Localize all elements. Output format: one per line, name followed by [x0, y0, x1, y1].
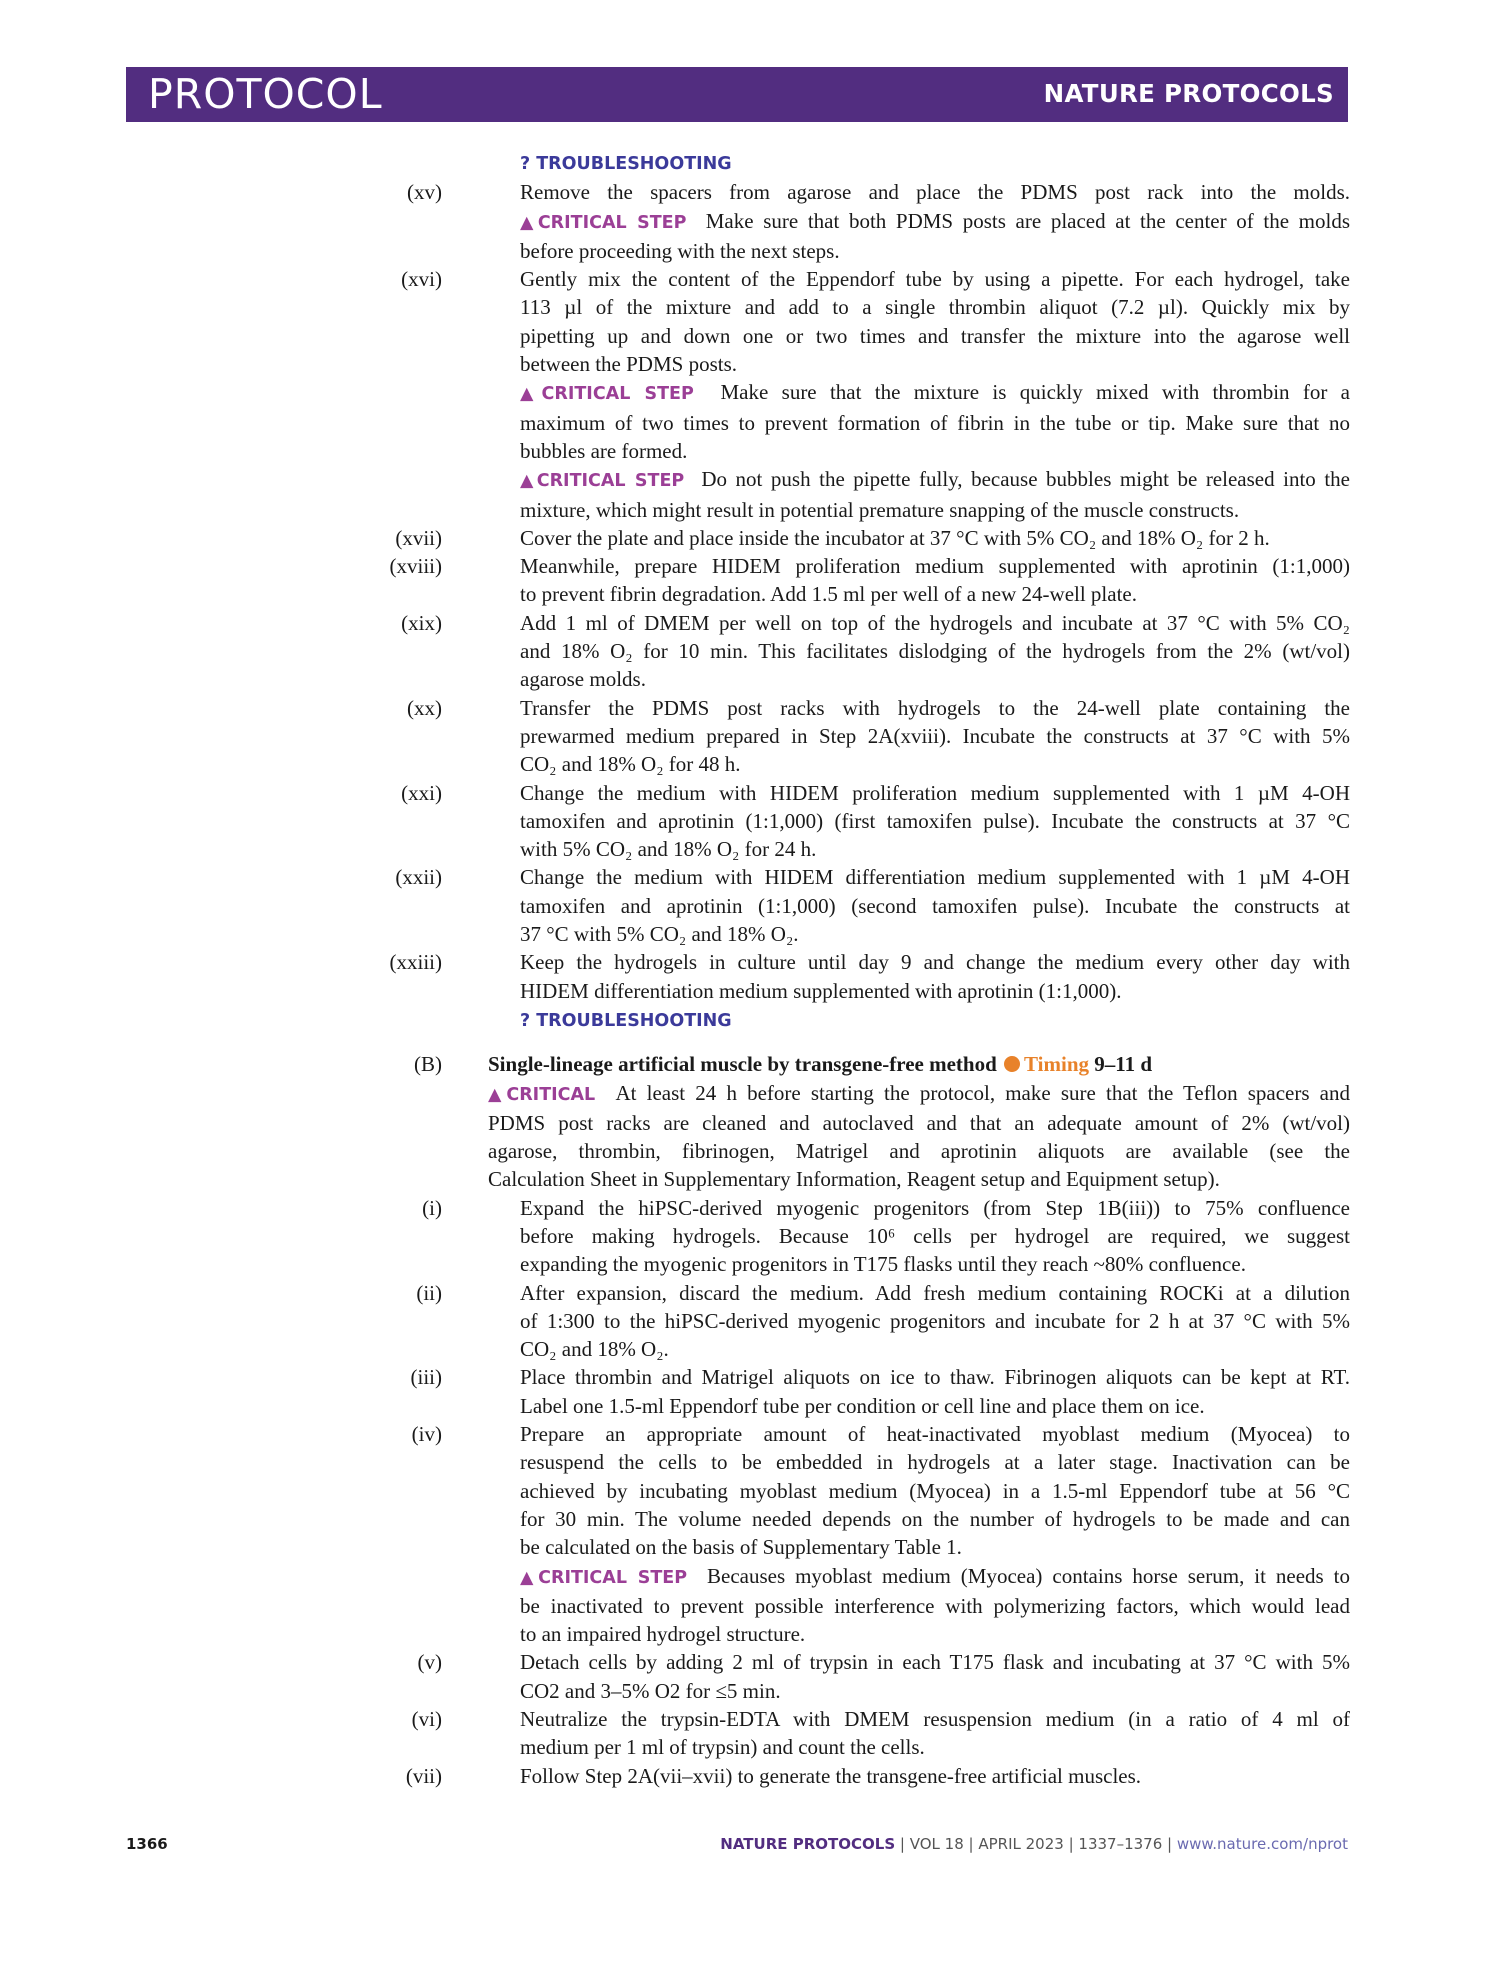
step-text: expanding the myogenic progenitors in T175 flasks until they reach ~80% confluence. — [520, 1252, 1246, 1277]
page-number: 1366 — [126, 1835, 168, 1853]
step-text: agarose molds. — [520, 667, 646, 692]
step-text: HIDEM differentiation medium supplemented with aprotinin (1:1,000). — [520, 978, 1122, 1003]
step-text: tamoxifen and aprotinin (1:1,000) (second tamoxifen pulse). Incubate the constructs at — [520, 893, 1350, 918]
step-text: to prevent fibrin degradation. Add 1.5 ml per well of a new 24-well plate. — [520, 582, 1137, 607]
step-text: medium per 1 ml of trypsin) and count the cells. — [520, 1735, 925, 1760]
troubleshooting-label: ? TROUBLESHOOTING — [520, 154, 732, 174]
step-xix: (xix) Add 1 ml of DMEM per well on top of the hydrogels and incubate at 37 °C with 5% CO₂ — [401, 610, 1350, 635]
step-b-v: (v) Detach cells by adding 2 ml of trypsin in each T175 flask and incubating at 37 °C with 5% — [417, 1650, 1350, 1675]
step-xx: (xx) Transfer the PDMS post racks with hydrogels to the 24-well plate containing the — [407, 695, 1350, 720]
critical-step: ▲CRITICAL STEP Make sure that the mixture is quickly mixed with thrombin for a — [520, 380, 1350, 405]
step-text: with 5% CO₂ and 18% O₂ for 24 h. — [520, 837, 817, 862]
step-b-vi: (vi) Neutralize the trypsin-EDTA with DMEM resuspension medium (in a ratio of 4 ml of — [411, 1707, 1350, 1732]
step-text: and 18% O₂ for 10 min. This facilitates dislodging of the hydrogels from the 2% (wt/vol) — [520, 639, 1350, 664]
critical-step-cont: bubbles are formed. — [520, 438, 688, 463]
step-xviii: (xviii) Meanwhile, prepare HIDEM proliferation medium supplemented with aprotinin (1:1,000) — [389, 554, 1350, 579]
step-text: 37 °C with 5% CO₂ and 18% O₂. — [520, 922, 799, 947]
step-text: of 1:300 to the hiPSC-derived myogenic progenitors and incubate for 2 h at 37 °C with 5% — [520, 1308, 1350, 1333]
critical-step: ▲CRITICAL STEP Becauses myoblast medium (Myocea) contains horse serum, it needs to — [520, 1563, 1350, 1588]
critical-note-cont: Calculation Sheet in Supplementary Information, Reagent setup and Equipment setup). — [488, 1167, 1220, 1192]
article-body — [389, 148, 1351, 1790]
step-xxii: (xxii) Change the medium with HIDEM differentiation medium supplemented with 1 µM 4-OH — [395, 865, 1350, 890]
step-xxi: (xxi) Change the medium with HIDEM proliferation medium supplemented with 1 µM 4-OH — [401, 780, 1350, 805]
step-b-iii: (iii) Place thrombin and Matrigel aliquots on ice to thaw. Fibrinogen aliquots can be kept at RT. — [410, 1365, 1350, 1390]
footer-citation: NATURE PROTOCOLS | VOL 18 | APRIL 2023 | 1337–1376 | www.nature.com/nprot — [720, 1835, 1348, 1853]
troubleshooting-label: ? TROUBLESHOOTING — [520, 1010, 732, 1031]
step-text: 113 µl of the mixture and add to a single thrombin aliquot (7.2 µl). Quickly mix by — [520, 295, 1350, 320]
step-text: be calculated on the basis of Supplementary Table 1. — [520, 1535, 962, 1560]
step-b-vii: (vii) Follow Step 2A(vii–xvii) to generate the transgene-free artificial muscles. — [405, 1763, 1142, 1788]
critical-note-cont: PDMS post racks are cleaned and autoclaved and that an adequate amount of 2% (wt/vol) — [488, 1110, 1350, 1135]
journal-link[interactable]: www.nature.com/nprot — [1176, 1835, 1348, 1853]
section-b-title: (B) Single-lineage artificial muscle by transgene-free method Timing 9–11 d — [414, 1052, 1153, 1077]
step-text: between the PDMS posts. — [520, 352, 737, 377]
step-b-i: (i) Expand the hiPSC-derived myogenic progenitors (from Step 1B(iii)) to 75% confluence — [422, 1195, 1350, 1220]
step-xvi: (xvi) Gently mix the content of the Eppendorf tube by using a pipette. For each hydrogel, take — [401, 267, 1350, 292]
step-b-iv: (iv) Prepare an appropriate amount of heat-inactivated myoblast medium (Myocea) to — [411, 1422, 1350, 1447]
timing-dot-icon — [1004, 1056, 1020, 1072]
step-text: tamoxifen and aprotinin (1:1,000) (first tamoxifen pulse). Incubate the constructs at 37 °C — [520, 808, 1350, 833]
header-banner — [126, 67, 1348, 122]
step-text: Label one 1.5-ml Eppendorf tube per condition or cell line and place them on ice. — [520, 1393, 1205, 1418]
critical-step-cont: maximum of two times to prevent formation of fibrin in the tube or tip. Make sure that no — [520, 410, 1350, 435]
step-text: CO2 and 3–5% O2 for ≤5 min. — [520, 1678, 781, 1703]
critical-step-cont: before proceeding with the next steps. — [520, 238, 840, 263]
step-text: before making hydrogels. Because 10⁶ cells per hydrogel are required, we suggest — [520, 1223, 1350, 1248]
critical-step-cont: to an impaired hydrogel structure. — [520, 1622, 806, 1647]
critical-step-cont: be inactivated to prevent possible interference with polymerizing factors, which would lead — [520, 1593, 1350, 1618]
critical-note-cont: agarose, thrombin, fibrinogen, Matrigel and aprotinin aliquots are available (see the — [488, 1139, 1350, 1164]
step-xv: (xv) Remove the spacers from agarose and place the PDMS post rack into the molds. — [407, 180, 1350, 205]
step-xvii: (xvii) Cover the plate and place inside the incubator at 37 °C with 5% CO₂ and 18% O₂ for 2 h. — [395, 525, 1270, 550]
step-b-ii: (ii) After expansion, discard the medium. Add fresh medium containing ROCKi at a dilution — [416, 1280, 1350, 1305]
step-text: CO₂ and 18% O₂ for 48 h. — [520, 752, 741, 777]
critical-note: ▲CRITICAL At least 24 h before starting the protocol, make sure that the Teflon spacers and — [488, 1080, 1350, 1105]
section-label: PROTOCOL — [148, 70, 383, 118]
critical-step-cont: mixture, which might result in potential premature snapping of the muscle constructs. — [520, 497, 1240, 522]
step-text: pipetting up and down one or two times and transfer the mixture into the agarose well — [520, 323, 1350, 348]
step-text: for 30 min. The volume needed depends on the number of hydrogels to be made and can — [520, 1506, 1350, 1531]
step-text: resuspend the cells to be embedded in hydrogels at a later stage. Inactivation can be — [520, 1450, 1350, 1475]
step-text: achieved by incubating myoblast medium (Myocea) in a 1.5-ml Eppendorf tube at 56 °C — [520, 1478, 1350, 1503]
step-text: prewarmed medium prepared in Step 2A(xviii). Incubate the constructs at 37 °C with 5% — [520, 723, 1350, 748]
critical-step: ▲CRITICAL STEP Make sure that both PDMS posts are placed at the center of the molds — [520, 208, 1351, 233]
step-xxiii: (xxiii) Keep the hydrogels in culture until day 9 and change the medium every other day with — [389, 950, 1350, 975]
journal-name: NATURE PROTOCOLS — [1043, 79, 1334, 108]
step-text: CO₂ and 18% O₂. — [520, 1337, 669, 1362]
critical-step: ▲CRITICAL STEP Do not push the pipette fully, because bubbles might be released into the — [520, 467, 1350, 492]
